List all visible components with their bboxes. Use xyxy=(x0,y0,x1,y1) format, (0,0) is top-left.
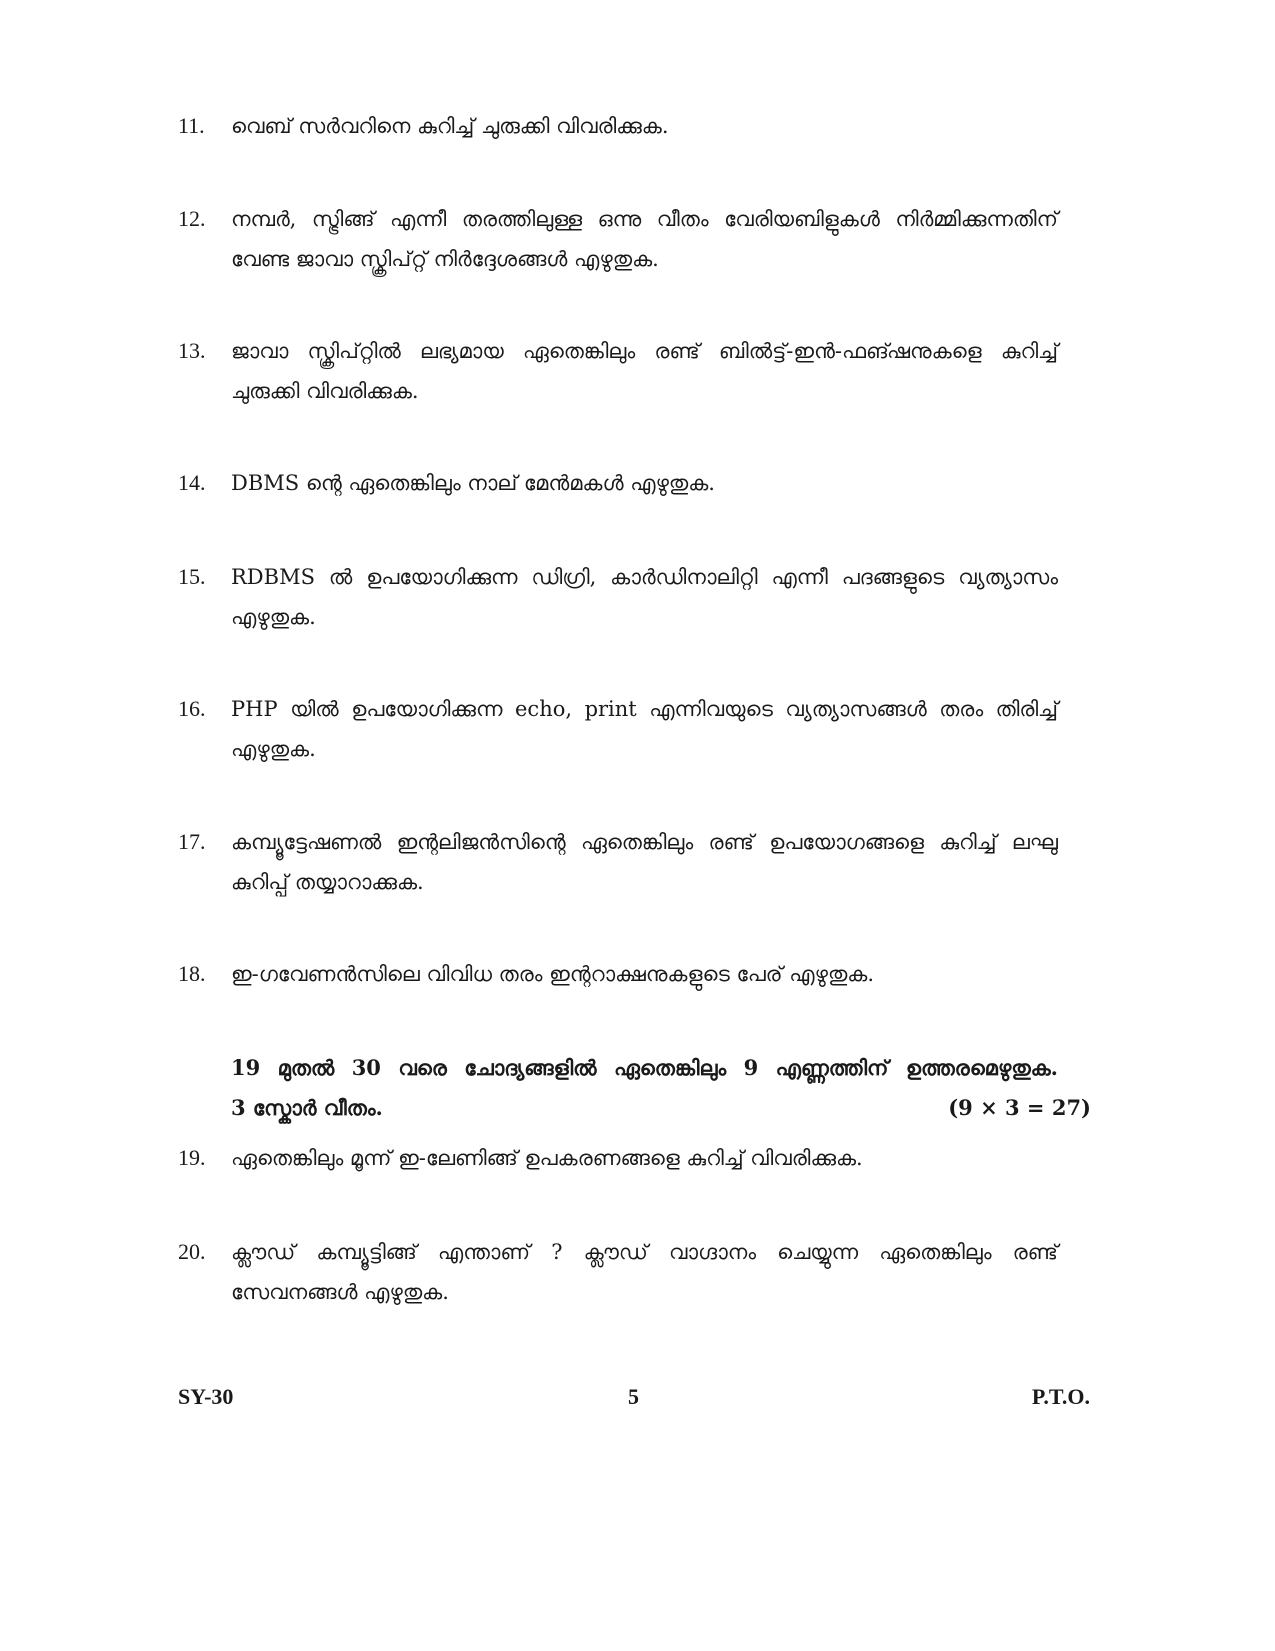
question-text: DBMS ന്റെ ഏതെങ്കിലും നാല് മേൻമകൾ എഴുതുക. xyxy=(231,471,715,495)
question-20 xyxy=(178,1232,1058,1312)
question-14 xyxy=(178,463,1058,503)
question-text: PHP യിൽ ഉപയോഗിക്കുന്ന echo, print എന്നിവയുടെ വ്യത്യാസങ്ങൾ തരം തിരിച്ച് എഴുതുക. xyxy=(231,697,1058,761)
question-19 xyxy=(178,1138,1058,1178)
section-instruction xyxy=(231,1048,1091,1128)
question-16 xyxy=(178,689,1058,769)
question-15 xyxy=(178,557,1058,637)
instruction-line-1: 19 മുതൽ 30 വരെ ചോദ്യങ്ങളിൽ ഏതെങ്കിലും 9 എണ്ണത്തിന് ഉത്തരമെഴുതുക. xyxy=(231,1055,1058,1080)
page-number: 5 xyxy=(628,1384,639,1409)
page-footer xyxy=(178,1384,1090,1424)
question-text: നമ്പർ, സ്ട്രിങ്ങ് എന്നീ തരത്തിലുള്ള ഒന്നു വീതം വേരിയബിളുകൾ നിർമ്മിക്കുന്നതിന് വേണ്ട ജാവാ സ്ക്രിപ്റ്റ് നിർദ്ദേശങ്ങൾ എഴുതുക. xyxy=(231,207,1058,271)
question-number: 18. xyxy=(178,961,206,986)
instruction-line-2 xyxy=(231,1088,1091,1128)
question-number: 14. xyxy=(178,470,206,495)
question-18 xyxy=(178,954,1058,994)
question-text: വെബ് സർവറിനെ കുറിച്ച് ചുരുക്കി വിവരിക്കുക. xyxy=(231,114,669,138)
question-17 xyxy=(178,822,1058,902)
question-number: 13. xyxy=(178,338,206,363)
question-number: 11. xyxy=(178,113,205,138)
question-text: കമ്പ്യൂട്ടേഷണൽ ഇന്റലിജൻസിന്റെ ഏതെങ്കിലും രണ്ട് ഉപയോഗങ്ങളെ കുറിച്ച് ലഘു കുറിപ്പ് തയ്യാറാക്കുക. xyxy=(231,830,1058,894)
question-11 xyxy=(178,106,1058,146)
question-number: 20. xyxy=(178,1239,206,1264)
question-12 xyxy=(178,199,1058,279)
question-number: 15. xyxy=(178,564,206,589)
score-each: 3 സ്കോർ വീതം. xyxy=(231,1095,383,1120)
question-number: 17. xyxy=(178,829,206,854)
exam-code: SY-30 xyxy=(178,1384,234,1409)
question-13 xyxy=(178,331,1058,411)
question-number: 16. xyxy=(178,696,206,721)
question-text: ഇ-ഗവേണൻസിലെ വിവിധ തരം ഇന്ററാക്ഷനുകളുടെ പേര് എഴുതുക. xyxy=(231,962,875,986)
question-text: ജാവാ സ്ക്രിപ്റ്റിൽ ലഭ്യമായ ഏതെങ്കിലും രണ്ട് ബിൽട്ട്-ഇൻ-ഫങ്ഷനുകളെ കുറിച്ച് ചുരുക്കി വിവരിക്കുക. xyxy=(231,339,1058,403)
question-number: 19. xyxy=(178,1145,206,1170)
question-text: ക്ലൗഡ് കമ്പ്യൂട്ടിങ്ങ് എന്താണ് ? ക്ലൗഡ് വാഗ്ദാനം ചെയ്യുന്ന ഏതെങ്കിലും രണ്ട് സേവനങ്ങൾ എഴുതുക. xyxy=(231,1240,1058,1304)
question-text: RDBMS ൽ ഉപയോഗിക്കുന്ന ഡിഗ്രി, കാർഡിനാലിറ്റി എന്നീ പദങ്ങളുടെ വ്യത്യാസം എഴുതുക. xyxy=(231,565,1058,629)
please-turn-over: P.T.O. xyxy=(1031,1384,1090,1409)
marks-formula: (9 × 3 = 27) xyxy=(948,1095,1091,1120)
question-text: ഏതെങ്കിലും മൂന്ന് ഇ-ലേണിങ്ങ് ഉപകരണങ്ങളെ കുറിച്ച് വിവരിക്കുക. xyxy=(231,1146,863,1170)
question-number: 12. xyxy=(178,206,206,231)
